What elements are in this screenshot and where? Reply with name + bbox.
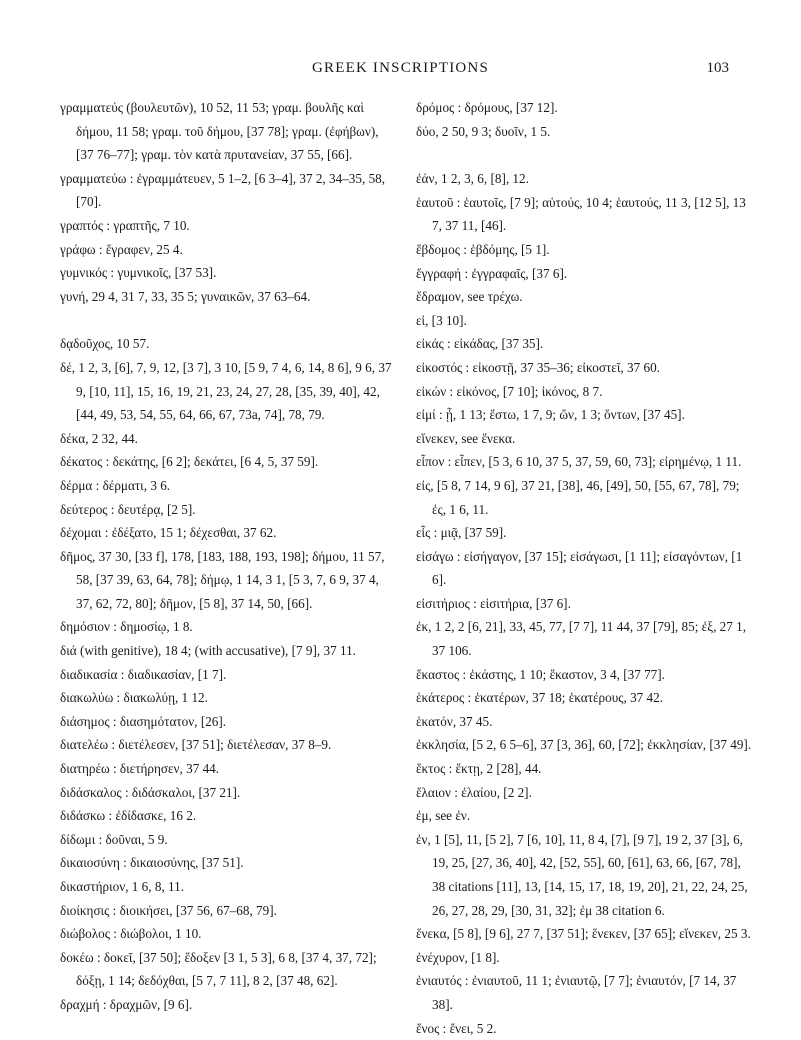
index-entry: δοκέω : δοκεῖ, [37 50]; ἔδοξεν [3 1, 5 3], 6 8, [37 4, 37, 72]; δόξῃ, 1 14; δεδόχθαι, [5 7, 7 11], 8 2, [37 48, 62]. [60,949,377,989]
index-entry: εἶπον : εἶπεν, [5 3, 6 10, 37 5, 37, 59, 60, 73]; εἰρημένῳ, 1 11. [416,454,742,470]
index-entry: ἐν, 1 [5], 11, [5 2], 7 [6, 10], 11, 8 4, [7], [9 7], 19 2, 37 [3], 6, 19, 25, [27, 36, 40], 42, [52, 55], 60, [61], 63, 66, [67, 78], 38 citations [11], 13, [14, 15, 17, 18, 19, 20], 21, 22, 24, 25, 26, 27, 28, 29, [30, 31, 32]; ἐμ 38 citation 6. [416,831,748,918]
index-entry: γυνή, 29 4, 31 7, 33, 35 5; γυναικῶν, 37 63–64. [60,288,311,304]
index-entry: διδάσκω : ἐδίδασκε, 16 2. [60,808,197,824]
index-entry: ἐκκλησία, [5 2, 6 5–6], 37 [3, 36], 60, [72]; ἐκκλησίαν, [37 49]. [416,737,752,753]
index-entry: εἰκοστός : εἰκοστῇ, 37 35–36; εἰκοστεῖ, 37 60. [416,359,660,375]
index-column-right [416,96,754,1040]
index-entry: δέ, 1 2, 3, [6], 7, 9, 12, [3 7], 3 10, [5 9, 7 4, 6, 14, 8 6], 9 6, 37 9, [10, 11], 15, 16, 19, 21, 23, 24, 27, 28, [35, 39, 40], 42, [44, 49, 53, 54, 55, 64, 66, 67, 73a, 74], 78, 79. [60,359,392,423]
index-entry: ἕβδομος : ἑβδόμης, [5 1]. [416,241,550,257]
index-entry: εἷς : μιᾷ, [37 59]. [416,525,507,541]
index-entry: δικαστήριον, 1 6, 8, 11. [60,879,185,894]
index-entry: ἐνέχυρον, [1 8]. [416,949,500,965]
index-entry: ἔδραμον, see τρέχω. [416,289,523,305]
index-entry: εἵνεκεν, see ἕνεκα. [416,430,516,446]
index-entry: εἰμί : ᾖ, 1 13; ἔστω, 1 7, 9; ὤν, 1 3; ὄντων, [37 45]. [416,407,685,423]
page-number: 103 [706,60,729,76]
index-entry: ἑκατόν, 37 45. [416,713,493,729]
index-entry: δέρμα : δέρματι, 3 6. [60,477,171,493]
index-entry: διατηρέω : διετήρησεν, 37 44. [60,761,220,777]
index-column-left [60,96,398,1017]
index-entry: δέκατος : δεκάτης, [6 2]; δεκάτει, [6 4, 5, 37 59]. [60,454,319,470]
index-entry: εἰ, [3 10]. [416,312,467,328]
index-entry: διατελέω : διετέλεσεν, [37 51]; διετέλεσαν, 37 8–9. [60,737,332,753]
index-entry: γράφω : ἔγραφεν, 25 4. [60,241,183,257]
index-entry: ἔλαιον : ἐλαίου, [2 2]. [416,784,532,800]
index-entry: διοίκησις : διοικήσει, [37 56, 67–68, 79]. [60,902,277,918]
index-entry: ἕκτος : ἕκτῃ, 2 [28], 44. [416,761,542,777]
index-entry: διώβολος : διώβολοι, 1 10. [60,926,202,942]
index-entry: ἔγγραφή : ἐγγραφαῖς, [37 6]. [416,265,568,281]
running-header [0,58,801,82]
index-entry: δᾳδοῦχος, 10 57. [60,336,150,352]
index-entry: δέκα, 2 32, 44. [60,430,138,446]
index-entry: δίδωμι : δοῦναι, 5 9. [60,831,168,847]
index-entry: ἑαυτοῦ : ἑαυτοῖς, [7 9]; αὑτούς, 10 4; ἑαυτούς, 11 3, [12 5], 13 7, 37 11, [46]. [416,194,746,234]
index-entry: διαδικασία : διαδικασίαν, [1 7]. [60,666,227,682]
index-entry: εἰσιτήριος : εἰσιτήρια, [37 6]. [416,595,571,611]
index-entry: διάσημος : διασημότατον, [26]. [60,713,227,729]
index-entry: ἐμ, see ἐν. [416,808,471,824]
index-entry: δεύτερος : δευτέρᾳ, [2 5]. [60,501,196,517]
index-entry: δρόμος : δρόμους, [37 12]. [416,100,558,115]
index-entry: γραπτός : γραπτῆς, 7 10. [60,217,190,233]
index-entry: δραχμή : δραχμῶν, [9 6]. [60,996,193,1012]
index-entry: γραμματεύω : ἐγραμμάτευεν, 5 1–2, [6 3–4], 37 2, 34–35, 58, [70]. [60,170,386,210]
running-title: GREEK INSCRIPTIONS [311,60,490,76]
index-entry: ἐάν, 1 2, 3, 6, [8], 12. [416,171,529,187]
index-entry: δύο, 2 50, 9 3; δυοῖν, 1 5. [416,123,551,139]
index-entry: ἐνιαυτός : ἐνιαυτοῦ, 11 1; ἐνιαυτῷ, [7 7]; ἐνιαυτόν, [7 14, 37 38]. [416,973,737,1012]
index-entry: γραμματεύς (βουλευτῶν), 10 52, 11 53; γραμ. βουλῆς καὶ δήμου, 11 58; γραμ. τοῦ δήμου, [37 78]; γραμ. (ἐφήβων), [37 76–77]; γραμ. τὸν κατὰ πρυτανείαν, 37 55, [66]. [60,100,379,163]
index-entry: δικαιοσύνη : δικαιοσύνης, [37 51]. [60,855,244,871]
index-entry: ἑκάτερος : ἑκατέρων, 37 18; ἑκατέρους, 37 42. [416,690,664,706]
index-entry: ἔνος : ἔνει, 5 2. [416,1020,497,1036]
index-entry: γυμνικός : γυμνικοῖς, [37 53]. [60,265,217,281]
index-entry: ἕκαστος : ἑκάστης, 1 10; ἕκαστον, 3 4, [37 77]. [416,666,665,682]
section-gap [60,308,398,332]
index-entry: δῆμος, 37 30, [33 f], 178, [183, 188, 193, 198]; δήμου, 11 57, 58, [37 39, 63, 64, 78]; δήμῳ, 1 14, 3 1, [5 3, 7, 6 9, 37 4, 37, 62, 72, 80]; δῆμον, [5 8], 37 14, 50, [66]. [60,548,385,611]
index-entry: διακωλύω : διακωλύῃ, 1 12. [60,690,208,706]
index-entry: δημόσιον : δημοσίῳ, 1 8. [60,619,193,635]
index-entry: εἰς, [5 8, 7 14, 9 6], 37 21, [38], 46, [49], 50, [55, 67, 78], 79; ἐς, 1 6, 11. [416,477,740,517]
index-entry: δέχομαι : ἐδέξατο, 15 1; δέχεσθαι, 37 62. [60,525,277,541]
index-entry: ἕνεκα, [5 8], [9 6], 27 7, [37 51]; ἕνεκεν, [37 65]; εἵνεκεν, 25 3. [416,926,751,942]
index-entry: εἰσάγω : εἰσήγαγον, [37 15]; εἰσάγωσι, [1 11]; εἰσαγόντων, [1 6]. [416,548,743,588]
index-entry: διδάσκαλος : διδάσκαλοι, [37 21]. [60,784,241,800]
section-gap [416,143,754,167]
index-entry: εἰκάς : εἰκάδας, [37 35]. [416,336,544,352]
index-entry: διά (with genitive), 18 4; (with accusative), [7 9], 37 11. [60,643,356,659]
index-entry: ἐκ, 1 2, 2 [6, 21], 33, 45, 77, [7 7], 11 44, 37 [79], 85; ἐξ, 27 1, 37 106. [416,619,747,659]
index-entry: εἰκών : εἰκόνος, [7 10]; ἰκόνος, 8 7. [416,383,603,399]
